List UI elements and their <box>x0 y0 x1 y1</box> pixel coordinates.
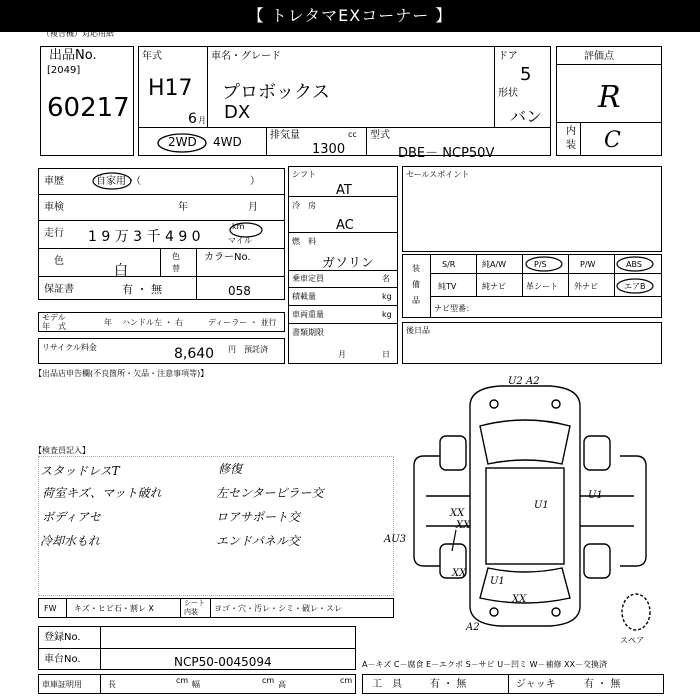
inspector-note-right-2: 左センターピラー交 <box>216 486 324 500</box>
width-label: 幅 <box>192 680 200 689</box>
docs-month: 月 <box>338 350 346 359</box>
drive-circle <box>154 131 214 155</box>
chassis-label: 車台No. <box>44 654 81 665</box>
diagram-mark-8: U1 <box>490 576 505 587</box>
door-value: 5 <box>520 64 532 85</box>
equip-leather: 革シート <box>526 282 558 291</box>
diagram-mark-5: XX <box>456 520 471 531</box>
color-label: 色 <box>54 256 64 267</box>
model-label: 型式 <box>370 130 390 141</box>
equip-pw: P/W <box>580 260 596 269</box>
diagram-mark-7: XX <box>452 568 467 579</box>
shape-value: バン <box>510 107 543 126</box>
inspector-note-left-1: スタッドレスT <box>40 464 120 478</box>
garage-cert-label: 車庫証明用 <box>42 680 82 689</box>
door-label: ドア <box>498 51 518 62</box>
registration-label: 登録No. <box>44 632 81 643</box>
equip-abs: ABS <box>626 260 642 269</box>
diagram-mark-1: U2 A2 <box>508 376 540 387</box>
color-value: 白 <box>114 263 128 279</box>
inspector-label: 【検査員記入】 <box>34 446 90 455</box>
seat-value: ヨゴ・穴・汚レ・シミ・破レ・スレ <box>214 604 342 613</box>
history-label: 車歴 <box>44 176 64 187</box>
tools-value: 有 ・ 無 <box>430 679 467 690</box>
navi-model-label: ナビ型番： <box>434 304 474 313</box>
weight-label: 車両重量 <box>292 310 324 319</box>
mileage-km: km <box>232 222 245 231</box>
top-note: （複合機）対応用紙 <box>42 29 114 38</box>
equip-ps: P/S <box>534 260 547 269</box>
lot-label: 出品No. <box>49 48 97 63</box>
warranty-value: 有 ・ 無 <box>122 283 162 296</box>
history-value: 自家用・（ <box>96 176 141 187</box>
diagram-mark-9: A2 <box>466 622 480 633</box>
rating-score: R <box>598 80 621 115</box>
model-year-label-1: モデル <box>42 313 66 322</box>
equip-ext-navi: 外ナビ <box>574 282 598 291</box>
inspector-note-left-2: 荷室キズ、マット破れ <box>42 486 162 500</box>
month-value: 6 <box>188 111 197 127</box>
lot-code: [2049] <box>47 65 81 76</box>
car-damage-diagram <box>400 376 660 636</box>
model-year-label-2: 年 式 <box>42 322 66 331</box>
recycle-amount: 8,640 <box>174 346 215 362</box>
handle-label: ハンドル <box>122 318 154 327</box>
spare-label: スペア <box>620 636 644 645</box>
color-no-label: カラーNo. <box>204 252 251 263</box>
height-label: 高 <box>278 680 286 689</box>
inspector-note-right-4: エンドパネル交 <box>216 534 300 548</box>
diagram-mark-2: U1 <box>588 490 603 501</box>
rating-label: 評価点 <box>584 51 614 62</box>
recycle-status: 預託済 <box>244 345 268 354</box>
name-label: 車名・グレード <box>211 51 281 62</box>
seat-label-2: 内装 <box>184 608 198 616</box>
docs-day: 日 <box>382 350 390 359</box>
mileage-label: 走行 <box>44 228 64 239</box>
drive-4wd: 4WD <box>213 135 242 149</box>
sales-point-label: セールスポイント <box>406 170 470 179</box>
car-name: プロボックス <box>222 82 330 103</box>
recycle-unit: 円 <box>228 345 236 354</box>
fuel-label: 燃 料 <box>292 237 316 246</box>
load-unit: kg <box>382 292 392 301</box>
equip-airbag: エアB <box>624 282 646 291</box>
inspector-note-left-3: ボディアセ <box>42 510 101 524</box>
aftermarket-label: 後日品 <box>406 326 430 335</box>
color-change-1: 色 <box>172 252 180 261</box>
displacement-unit: cc <box>348 130 357 139</box>
inspector-note-right-3: ロアサポート交 <box>216 510 301 524</box>
color-change-2: 替 <box>172 264 180 273</box>
equip-sr: S/R <box>442 260 456 269</box>
legend: A－キズ C－腐食 E－エクボ S－サビ U－凹ミ W－補修 XX－交換済 <box>362 660 608 669</box>
inspection-year: 年 <box>178 202 188 213</box>
inspector-area <box>38 456 394 596</box>
recycle-label: リサイクル料金 <box>42 343 97 352</box>
diagram-mark-10: XX <box>512 594 527 605</box>
shift-value: AT <box>336 183 352 198</box>
handle-value: 左 ・ 右 <box>154 318 184 327</box>
chassis-value: NCP50-0045094 <box>174 655 272 669</box>
tools-label: 工 具 <box>372 679 402 690</box>
aftermarket-box <box>402 322 662 364</box>
year-value: H17 <box>148 76 193 101</box>
equipment-circles <box>402 254 662 304</box>
shift-label: シフト <box>292 170 316 179</box>
displacement-value: 1300 <box>312 142 346 157</box>
ac-value: AC <box>336 218 354 233</box>
private-use-circle <box>92 170 132 190</box>
capacity-label: 乗車定員 <box>292 274 324 283</box>
shape-label: 形状 <box>498 88 518 99</box>
equipment-label-3: 品 <box>412 296 420 305</box>
inspector-note-right-1: 修復 <box>218 462 243 476</box>
equip-aw: 純A/W <box>482 260 507 269</box>
km-circle <box>226 222 266 246</box>
width-unit: cm <box>262 676 275 685</box>
equip-tv: 純TV <box>438 282 457 291</box>
lot-number: 60217 <box>47 93 130 123</box>
ac-label: 冷 房 <box>292 201 316 210</box>
color-no: 058 <box>228 284 251 298</box>
equipment-label-2: 備 <box>412 280 420 289</box>
lot-box <box>40 46 134 156</box>
history-close: ） <box>250 176 260 187</box>
length-unit: cm <box>176 676 189 685</box>
equip-navi: 純ナビ <box>482 282 506 291</box>
length-label: 長 <box>108 680 116 689</box>
car-grade: DX <box>224 102 251 123</box>
warranty-label: 保証書 <box>44 284 74 295</box>
dealer-value: ディーラー ・ 並行 <box>208 318 277 327</box>
inspector-note-left-4: 冷却水もれ <box>40 534 101 548</box>
height-unit: cm <box>340 676 353 685</box>
docs-label: 書類期限 <box>292 328 324 337</box>
model-value: DBE－ NCP50V <box>398 146 495 161</box>
fuel-value: ガソリン <box>322 256 375 271</box>
weight-unit: kg <box>382 310 392 319</box>
seller-note: 【出品店申告欄(不良箇所・欠品・注意事項等)】 <box>34 369 209 378</box>
fw-label: FW <box>44 604 57 613</box>
jack-value: 有 ・ 無 <box>584 679 621 690</box>
month-unit: 月 <box>198 116 206 125</box>
drive-2wd: 2WD <box>168 135 197 149</box>
mileage-mile: マイル <box>228 236 252 245</box>
model-year-unit: 年 <box>104 318 112 327</box>
interior-label-2: 装 <box>566 140 576 151</box>
mileage-value: 1 9 万 3 千 4 9 0 <box>88 229 201 245</box>
fw-value: キズ・ヒビ石・割レ X <box>74 604 154 613</box>
displacement-label: 排気量 <box>270 130 300 141</box>
interior-score: C <box>604 128 621 153</box>
inspection-month: 月 <box>248 202 258 213</box>
capacity-unit: 名 <box>382 274 390 283</box>
inspection-label: 車検 <box>44 202 64 213</box>
diagram-mark-4: XX <box>450 508 465 519</box>
diagram-mark-3: U1 <box>534 500 549 511</box>
jack-label: ジャッキ <box>516 679 556 690</box>
seat-label-1: シート <box>184 599 205 607</box>
interior-label-1: 内 <box>566 126 576 137</box>
diagram-mark-6: AU3 <box>384 534 407 545</box>
banner: 【 トレタマEXコーナー 】 <box>0 0 700 32</box>
load-label: 積載量 <box>292 292 316 301</box>
equipment-label-1: 装 <box>412 264 420 273</box>
year-label: 年式 <box>142 51 162 62</box>
